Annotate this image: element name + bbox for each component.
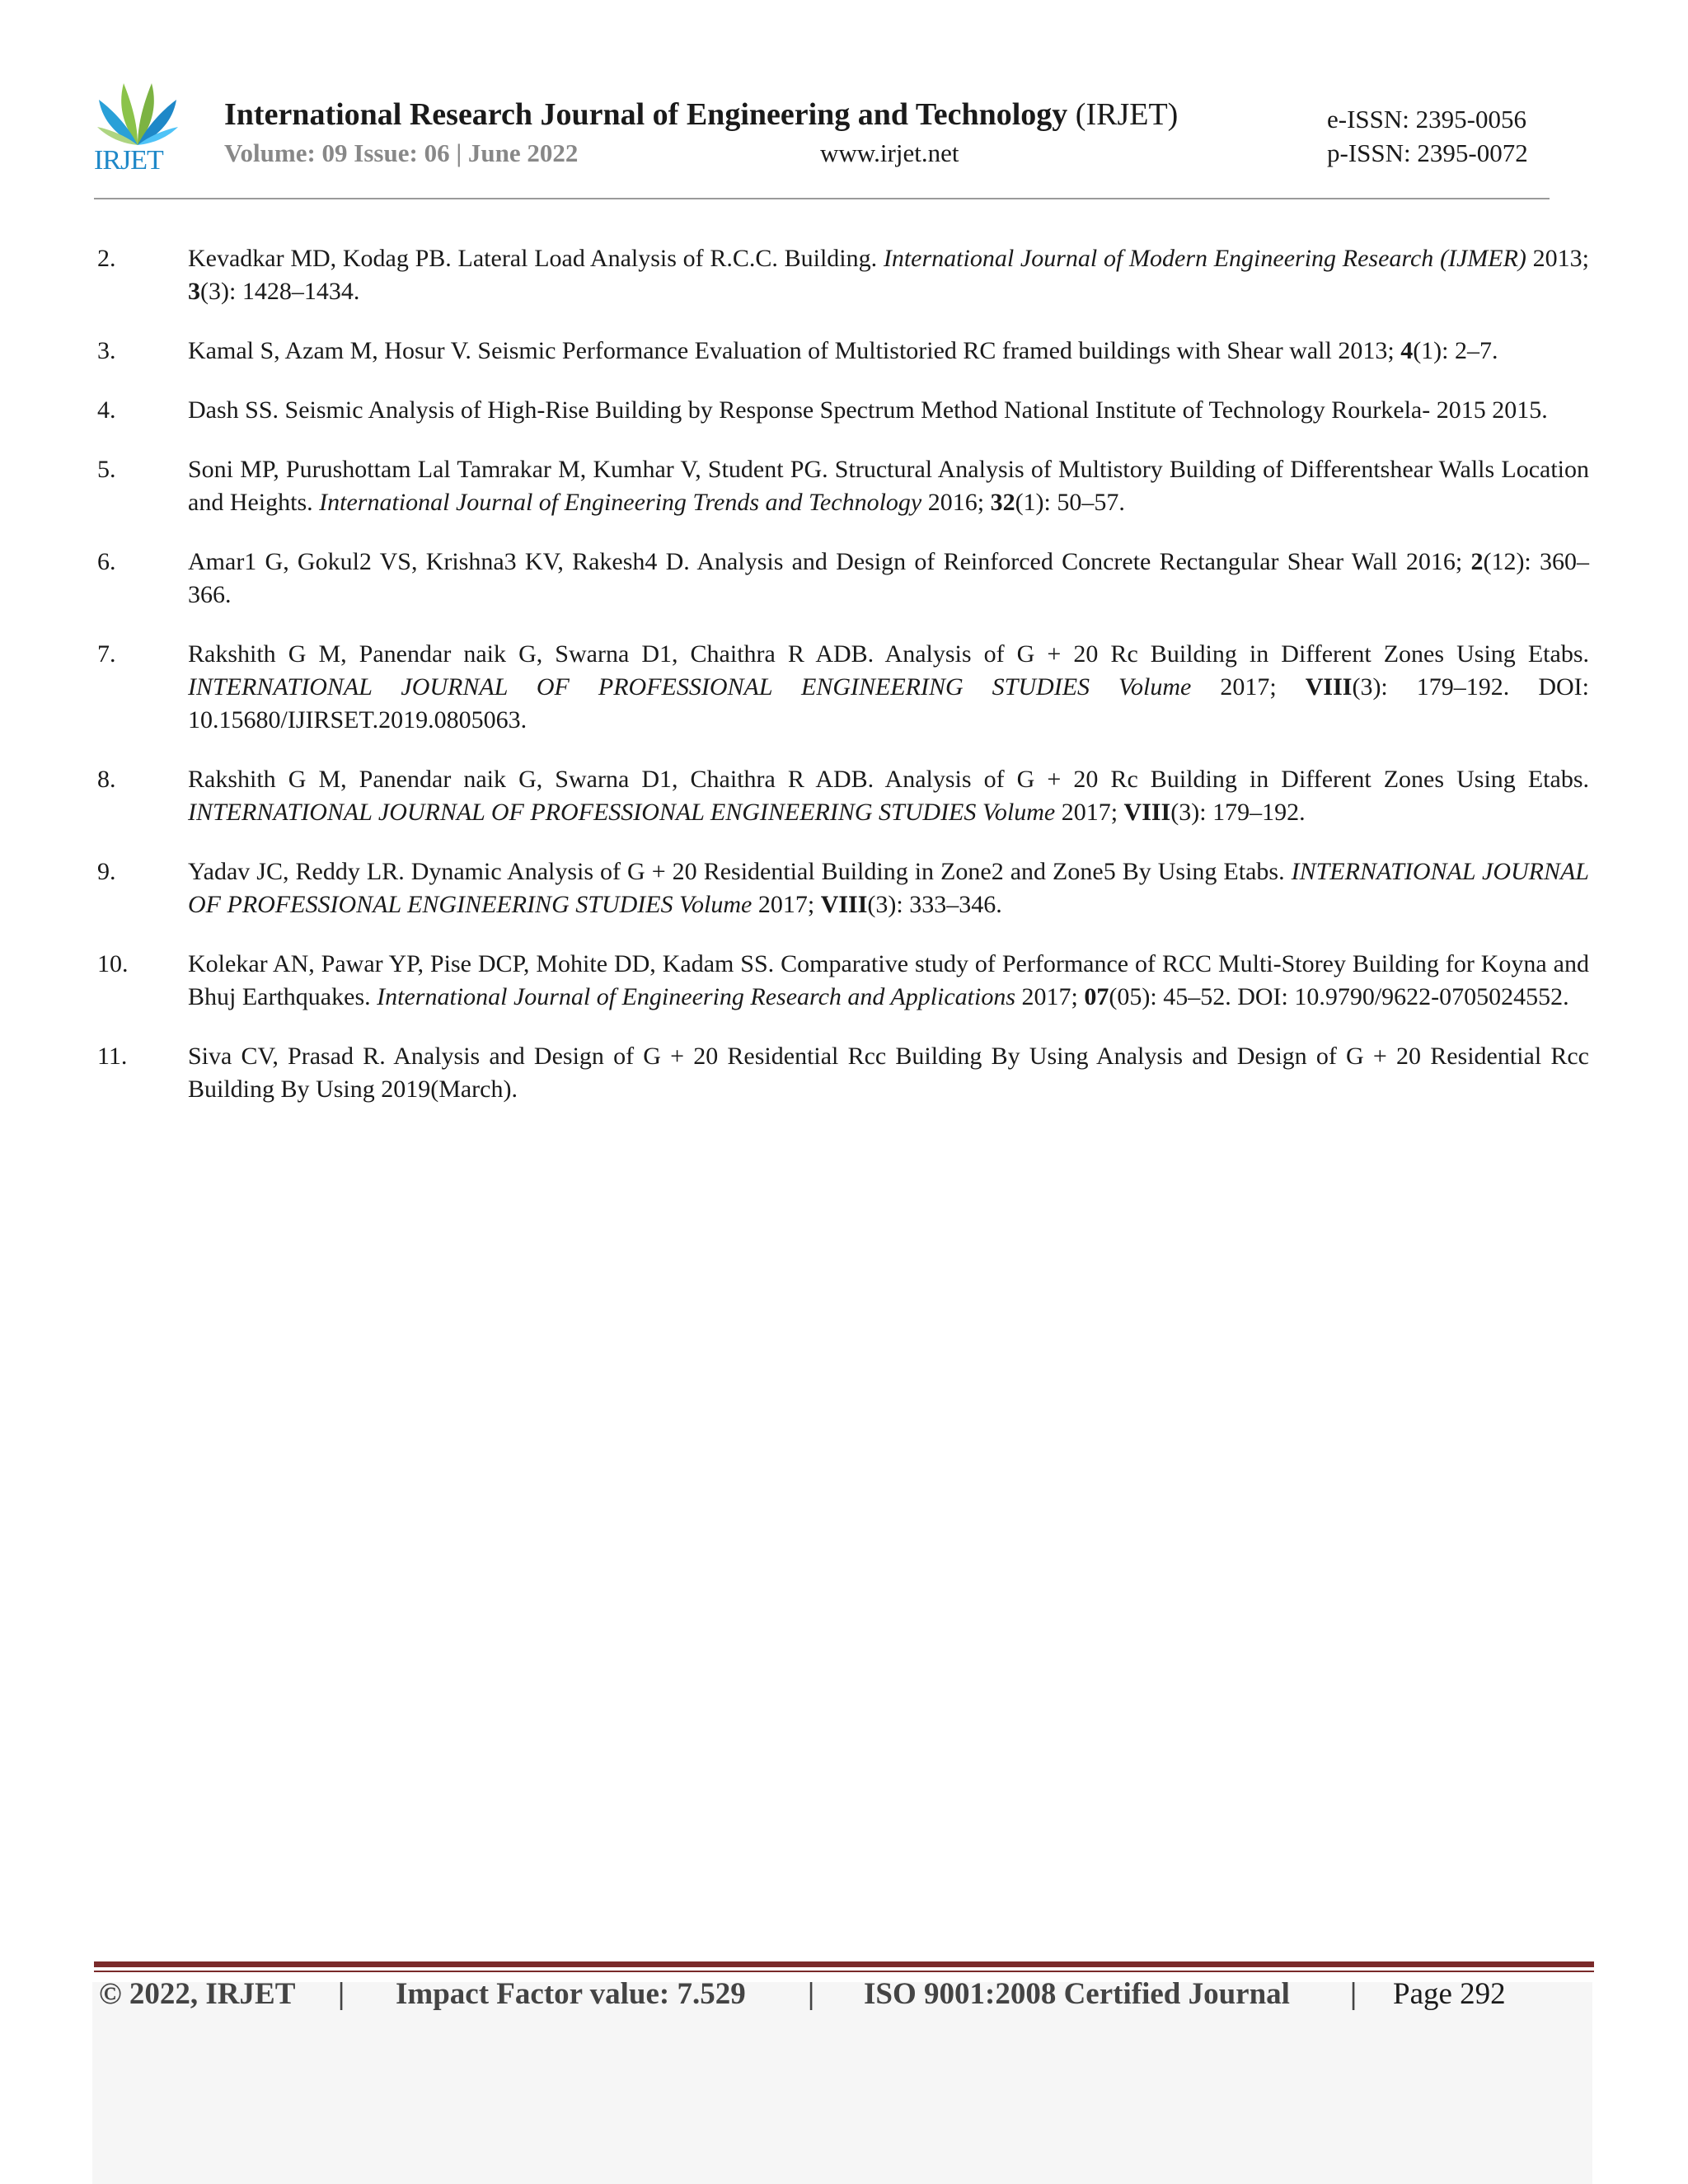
journal-name: International Research Journal of Engineering and Technology [224,97,1068,132]
reference-text [188,763,1589,829]
reference-item [97,394,1589,427]
journal-name-italic: INTERNATIONAL JOURNAL OF PROFESSIONAL ENGINEERING STUDIES Volume [188,858,1589,918]
footer-impact-factor: Impact Factor value: 7.529 [396,1977,746,2011]
reference-number: 7. [97,640,116,668]
volume-number: 4 [1400,337,1414,364]
reference-segment: Amar1 G, Gokul2 VS, Krishna3 KV, Rakesh4 D. Analysis and Design of Reinforced Concrete Rectangular Shear Wall 2016; [188,548,1471,575]
reference-segment: (12): 360–366. [188,548,1589,608]
reference-segment: (05): 45–52. DOI: 10.9790/9622-0705024552. [1109,983,1569,1010]
reference-segment: Kamal S, Azam M, Hosur V. Seismic Performance Evaluation of Multistoried RC framed buildings with Shear wall 2013; [188,337,1401,364]
journal-name-italic: International Journal of Engineering Trends and Technology [319,489,922,516]
reference-number: 5. [97,456,116,483]
reference-text [188,855,1589,921]
reference-number: 6. [97,548,116,575]
reference-segment: Kolekar AN, Pawar YP, Pise DCP, Mohite DD, Kadam SS. Comparative study of Performance of RCC Multi-Storey Building for Koyna and Bhuj Earthquakes. [188,950,1589,1010]
reference-text [188,1040,1589,1106]
footer-separator: | [1350,1977,1357,2011]
reference-segment: Soni MP, Purushottam Lal Tamrakar M, Kumhar V, Student PG. Structural Analysis of Multistory Building of Differentshear Walls Location and Heights. [188,456,1589,516]
journal-title [224,96,1178,133]
journal-name-italic: INTERNATIONAL JOURNAL OF PROFESSIONAL ENGINEERING STUDIES Volume [188,673,1192,701]
footer-rule [94,1961,1594,1967]
reference-number: 9. [97,858,116,885]
reference-segment: (3): 179–192. DOI: 10.15680/IJIRSET.2019.0805063. [188,673,1589,733]
volume-number: 32 [990,489,1015,516]
reference-number: 4. [97,396,116,424]
footer-separator: | [338,1977,345,2011]
reference-text [188,453,1589,519]
reference-item [97,546,1589,612]
footer-copyright: © 2022, IRJET [99,1977,296,2011]
reference-item [97,335,1589,368]
e-issn: e-ISSN: 2395-0056 [1327,105,1526,134]
header-divider [94,198,1550,199]
volume-number: VIII [820,891,868,918]
reference-text [188,638,1589,737]
volume-number: VIII [1123,799,1171,826]
reference-number: 11. [97,1043,128,1070]
volume-number: 2 [1470,548,1484,575]
reference-item [97,855,1589,921]
journal-abbr: (IRJET) [1075,97,1179,132]
reference-segment: 2017; [1191,673,1306,701]
reference-text [188,394,1589,427]
reference-item [97,242,1589,308]
journal-name-italic: International Journal of Modern Engineering Research (IJMER) [883,245,1526,272]
footer-iso: ISO 9001:2008 Certified Journal [864,1977,1290,2011]
reference-segment: (1): 2–7. [1413,337,1498,364]
reference-segment: 2016; [921,489,991,516]
reference-segment: (3): 333–346. [867,891,1002,918]
logo-text: IRJET [94,145,163,176]
volume-number: 07 [1084,983,1109,1010]
reference-text [188,546,1589,612]
reference-item [97,948,1589,1014]
footer-separator: | [808,1977,815,2011]
reference-segment: Yadav JC, Reddy LR. Dynamic Analysis of G + 20 Residential Building in Zone2 and Zone5 By Using Etabs. [188,858,1292,885]
reference-item [97,638,1589,737]
reference-list [97,242,1589,1132]
journal-name-italic: INTERNATIONAL JOURNAL OF PROFESSIONAL ENGINEERING STUDIES Volume [188,799,1056,826]
reference-segment: (1): 50–57. [1015,489,1125,516]
reference-segment: 2013; [1526,245,1590,272]
volume-number: 3 [188,278,200,305]
reference-segment: 2017; [1055,799,1124,826]
reference-segment: (3): 179–192. [1170,799,1306,826]
reference-segment: Rakshith G M, Panendar naik G, Swarna D1, Chaithra R ADB. Analysis of G + 20 Rc Building in Different Zones Using Etabs. [188,766,1589,793]
footer-background [92,1982,1592,2184]
reference-segment: Rakshith G M, Panendar naik G, Swarna D1, Chaithra R ADB. Analysis of G + 20 Rc Building in Different Zones Using Etabs. [188,640,1589,668]
reference-segment: (3): 1428–1434. [200,278,360,305]
reference-item [97,763,1589,829]
leaf-icon [92,79,183,149]
journal-name-italic: International Journal of Engineering Research and Applications [377,983,1016,1010]
reference-segment: Kevadkar MD, Kodag PB. Lateral Load Analysis of R.C.C. Building. [188,245,884,272]
reference-number: 10. [97,950,129,977]
reference-text [188,948,1589,1014]
reference-number: 8. [97,766,116,793]
footer-page-number: Page 292 [1393,1977,1506,2011]
reference-segment: Siva CV, Prasad R. Analysis and Design of G + 20 Residential Rcc Building By Using Analysis and Design of G + 20 Residential Rcc Building By Using 2019(March). [188,1043,1589,1103]
volume-issue: Volume: 09 Issue: 06 | June 2022 [224,138,579,167]
reference-segment: 2017; [1015,983,1085,1010]
reference-text [188,242,1589,308]
reference-segment: Dash SS. Seismic Analysis of High-Rise Building by Response Spectrum Method National Institute of Technology Rourkela- 2015 2015. [188,396,1548,424]
reference-text [188,335,1589,368]
p-issn: p-ISSN: 2395-0072 [1327,138,1528,167]
journal-website[interactable]: www.irjet.net [820,138,959,167]
reference-segment: 2017; [752,891,821,918]
reference-number: 3. [97,337,116,364]
reference-number: 2. [97,245,116,272]
volume-number: VIII [1305,673,1353,701]
reference-item [97,1040,1589,1106]
irjet-logo [92,79,183,178]
footer-rule-thin [94,1971,1594,1972]
reference-item [97,453,1589,519]
